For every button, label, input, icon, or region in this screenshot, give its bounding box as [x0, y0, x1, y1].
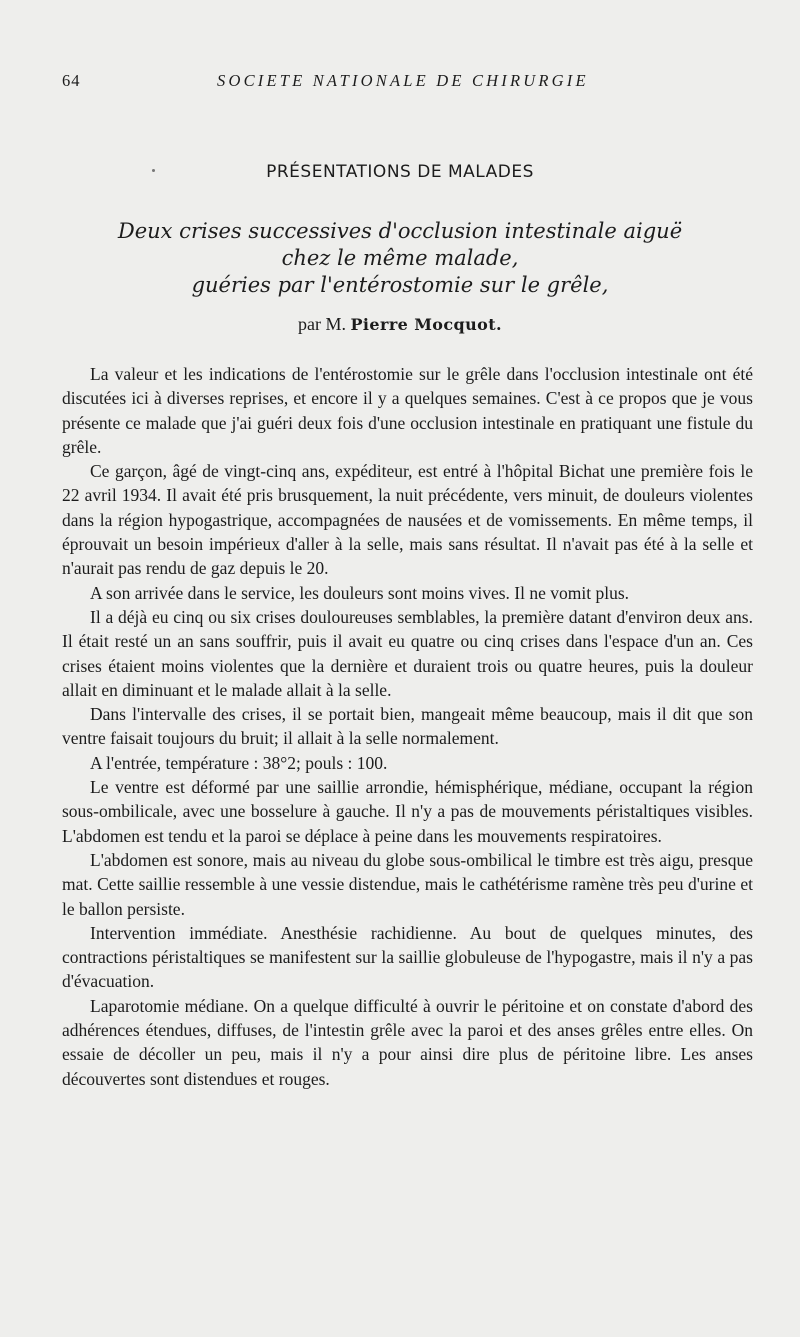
page-number: 64	[62, 71, 81, 90]
section-heading: PRÉSENTATIONS DE MALADES	[266, 162, 534, 182]
title-line: Deux crises successives d'occlusion intestinale aiguë	[117, 219, 683, 243]
paragraph: Dans l'intervalle des crises, il se portait bien, mangeait même beaucoup, mais il dit que son ventre faisait toujours du bruit; il allait à la selle normalement.	[62, 704, 753, 749]
paragraph: Le ventre est déformé par une saillie arrondie, hémisphérique, médiane, occupant la région sous-ombilicale, avec une bosselure à gauche. Il n'y a pas de mouvements péristaltiques visibles. L'abdomen est tendu et la paroi se déplace à peine dans les mouvements respiratoires.	[62, 777, 753, 846]
paragraph: La valeur et les indications de l'entérostomie sur le grêle dans l'occlusion intestinale ont été discutées ici à diverses reprises, et encore il y a quelques semaines. C'est à ce propos que je vous présente ce malade que j'ai guéri deux fois d'une occlusion intestinale en pratiquant une fistule du grêle.	[62, 364, 753, 457]
journal-title: SOCIETE NATIONALE DE CHIRURGIE	[217, 71, 589, 90]
article-title	[0, 218, 800, 299]
paragraph: A l'entrée, température : 38°2; pouls : 100.	[90, 752, 388, 773]
paragraph: Ce garçon, âgé de vingt-cinq ans, expéditeur, est entré à l'hôpital Bichat une première fois le 22 avril 1934. Il avait été pris brusquement, la nuit précédente, vers minuit, de douleurs violentes dans la région hypogastrique, accompagnées de nausées et de vomissements. En même temps, il éprouvait un besoin impérieux d'aller à la selle, mais sans résultat. Il n'avait pas été à la selle et n'aurait pas rendu de gaz depuis le 20.	[62, 461, 753, 579]
author-name: Pierre Mocquot.	[350, 315, 502, 334]
author-line	[0, 314, 800, 335]
paragraph: L'abdomen est sonore, mais au niveau du globe sous-ombilical le timbre est très aigu, presque mat. Cette saillie ressemble à une vessie distendue, mais le cathétérisme ramène très peu d'urine et le ballon persiste.	[62, 849, 753, 919]
paragraph: Intervention immédiate. Anesthésie rachidienne. Au bout de quelques minutes, des contractions péristaltiques se manifestent sur la saillie globuleuse de l'hypogastre, mais il n'y a pas d'évacuation.	[62, 922, 753, 992]
paragraph: Il a déjà eu cinq ou six crises douloureuses semblables, la première datant d'environ deux ans. Il était resté un an sans souffrir, puis il avait eu quatre ou cinq crises dans l'espace d'un an. Ces crises étaient moins violentes que la dernière et duraient trois ou quatre heures, puis la douleur allait en diminuant et le malade allait à la selle.	[62, 606, 753, 700]
paragraph: Laparotomie médiane. On a quelque difficulté à ouvrir le péritoine et on constate d'abord des adhérences étendues, diffuses, de l'intestin grêle avec la paroi et des anses grêles entre elles. On essaie de décoller un peu, mais il n'y a pour ainsi dire plus de péritoine libre. Les anses découvertes sont distendues et rouges.	[62, 995, 753, 1089]
paragraph: A son arrivée dans le service, les douleurs sont moins vives. Il ne vomit plus.	[90, 582, 630, 603]
running-head	[62, 71, 752, 93]
article-body	[62, 362, 753, 1091]
title-line: chez le même malade,	[281, 246, 519, 270]
title-line: guéries par l'entérostomie sur le grêle,	[191, 273, 609, 297]
author-prefix: par M.	[298, 314, 346, 334]
